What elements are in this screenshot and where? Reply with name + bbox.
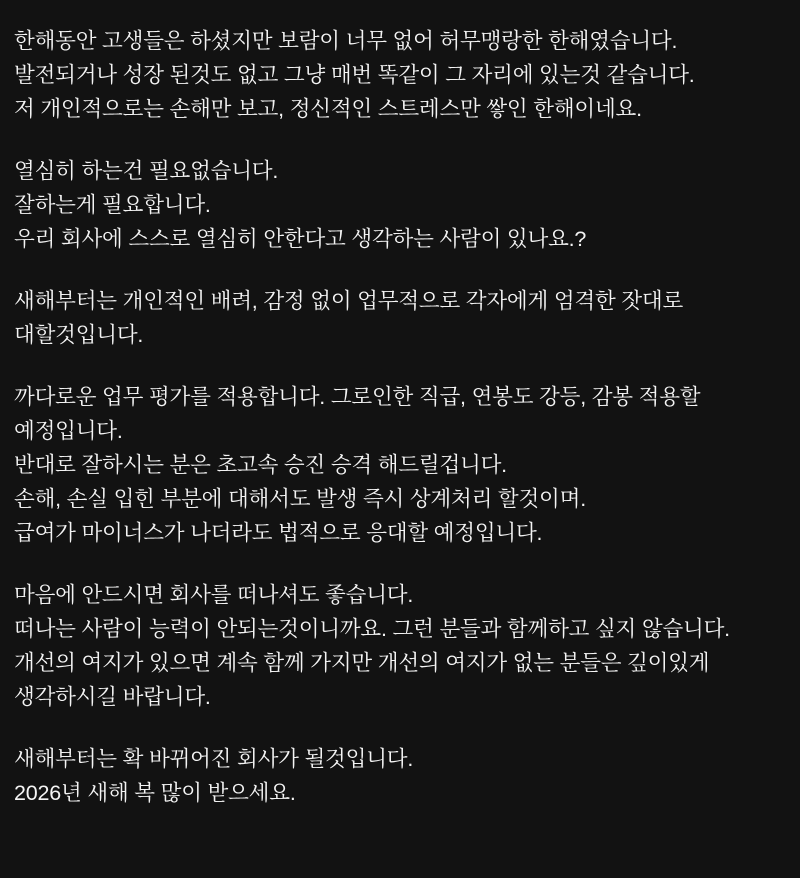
text-line: 반대로 잘하시는 분은 초고속 승진 승격 해드릴겁니다. — [14, 453, 507, 477]
text-line: 잘하는게 필요합니다. — [14, 193, 211, 217]
paragraph-block — [14, 578, 782, 714]
text-line: 2026년 새해 복 많이 받으세요. — [14, 781, 296, 805]
text-line: 손해, 손실 입힌 부분에 대해서도 발생 즉시 상계처리 할것이며. — [14, 487, 586, 511]
text-line: 예정입니다. — [14, 419, 123, 443]
paragraph-block — [14, 154, 782, 256]
text-line: 마음에 안드시면 회사를 떠나셔도 좋습니다. — [14, 583, 414, 607]
paragraph-block — [14, 284, 782, 352]
paragraph-block — [14, 24, 782, 126]
paragraph-block — [14, 742, 782, 810]
text-line: 개선의 여지가 있으면 계속 함께 가지만 개선의 여지가 없는 분들은 깊이있게 — [14, 651, 710, 675]
text-line: 생각하시길 바랍니다. — [14, 685, 211, 709]
text-line: 한해동안 고생들은 하셨지만 보람이 너무 없어 허무맹랑한 한해였습니다. — [14, 29, 678, 53]
text-line: 발전되거나 성장 된것도 없고 그냥 매번 똑같이 그 자리에 있는것 같습니다. — [14, 63, 695, 87]
text-line: 새해부터는 확 바뀌어진 회사가 될것입니다. — [14, 747, 414, 771]
text-line: 까다로운 업무 평가를 적용합니다. 그로인한 직급, 연봉도 강등, 감봉 적용할 — [14, 385, 701, 409]
text-line: 새해부터는 개인적인 배려, 감정 없이 업무적으로 각자에게 엄격한 잣대로 — [14, 289, 684, 313]
text-line: 우리 회사에 스스로 열심히 안한다고 생각하는 사람이 있나요.? — [14, 227, 587, 251]
text-line: 대할것입니다. — [14, 323, 144, 347]
text-line: 급여가 마이너스가 나더라도 법적으로 응대할 예정입니다. — [14, 521, 543, 545]
text-line: 열심히 하는건 필요없습니다. — [14, 159, 279, 183]
text-line: 떠나는 사람이 능력이 안되는것이니까요. 그런 분들과 함께하고 싶지 않습니다. — [14, 617, 730, 641]
text-line: 저 개인적으로는 손해만 보고, 정신적인 스트레스만 쌓인 한해이네요. — [14, 97, 642, 121]
paragraph-block — [14, 380, 782, 550]
